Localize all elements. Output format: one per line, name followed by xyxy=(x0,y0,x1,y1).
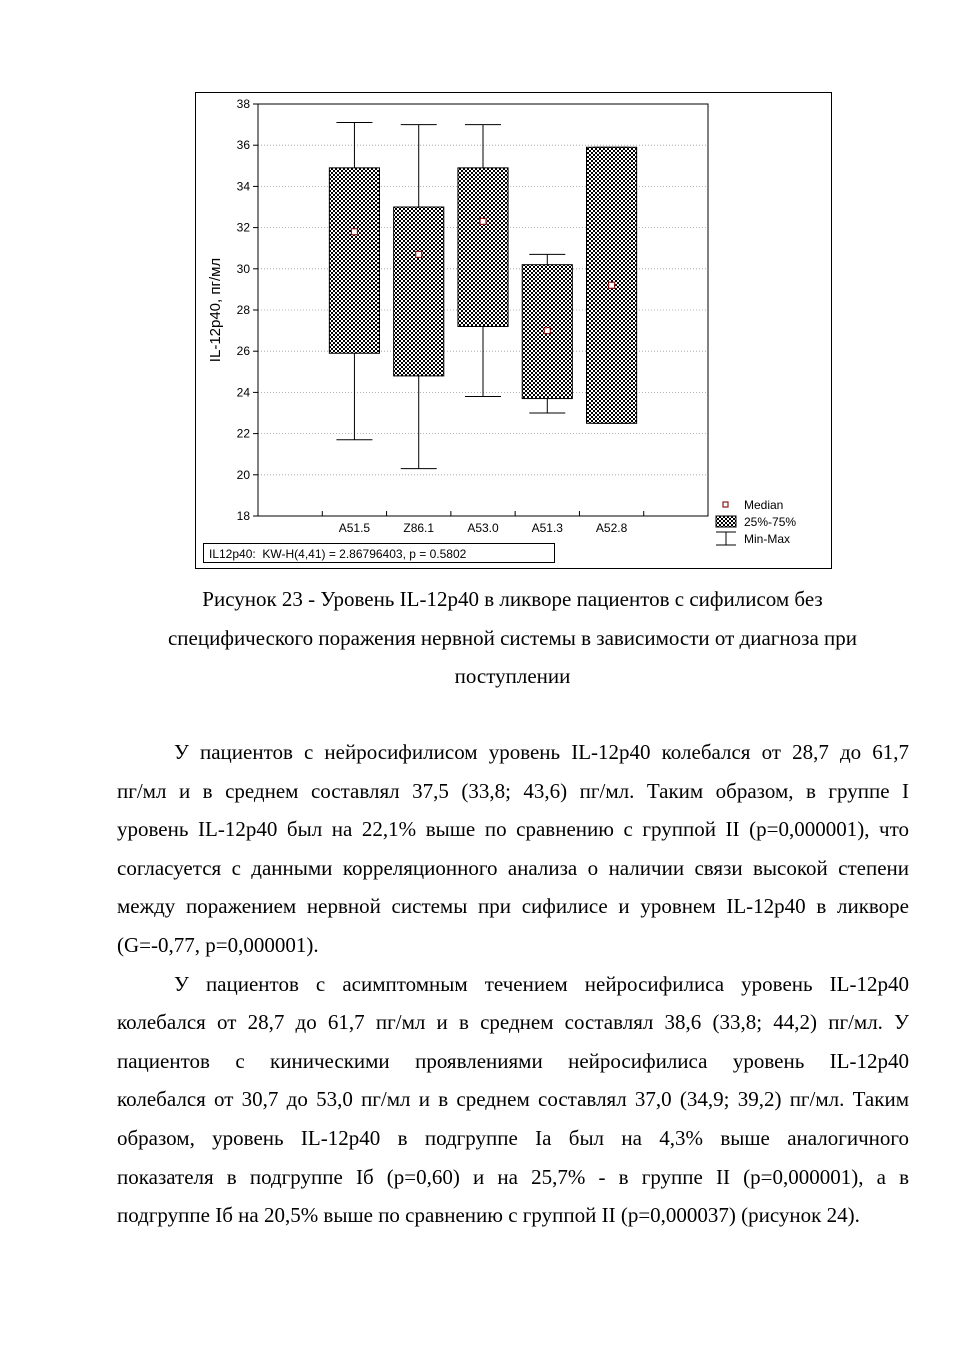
text-line: между поражением нервной системы при сифилисе и уровнем IL-12p40 в ликворе xyxy=(117,894,909,919)
stats-annotation: IL12p40: KW-H(4,41) = 2.86796403, p = 0.5802 xyxy=(209,547,467,561)
y-tick-label: 32 xyxy=(236,220,250,235)
legend-box-swatch xyxy=(716,516,736,527)
x-tick-label: Z86.1 xyxy=(403,521,435,535)
legend-box-label: 25%-75% xyxy=(744,515,797,529)
caption-line: поступлении xyxy=(454,664,571,688)
text-line: У пациентов с асимптомным течением нейросифилиса уровень IL-12p40 xyxy=(174,971,909,996)
figure-frame xyxy=(196,93,832,569)
text-line: У пациентов с нейросифилисом уровень IL-12p40 колебался от 28,7 до 61,7 xyxy=(174,740,909,764)
iqr-box xyxy=(458,168,508,327)
median-marker xyxy=(480,218,486,224)
legend-median-label: Median xyxy=(744,498,784,512)
box-plot-figure xyxy=(195,92,833,570)
text-line: согласуется с данными корреляционного анализа о наличии связи высокой степени xyxy=(117,855,909,880)
text-line: (G=-0,77, p=0,000001). xyxy=(117,932,319,957)
text-line: образом, уровень IL-12p40 в подгруппе Ia был на 4,3% выше аналогичного xyxy=(117,1125,909,1150)
y-tick-label: 24 xyxy=(236,385,250,400)
legend-median-marker xyxy=(723,502,728,507)
caption-line: Рисунок 23 - Уровень IL-12p40 в ликворе пациентов с сифилисом без xyxy=(202,587,823,611)
text-line: подгруппе Iб на 20,5% выше по сравнению с группой II (p=0,000037) (рисунок 24). xyxy=(117,1203,860,1228)
y-tick-label: 18 xyxy=(236,509,250,523)
y-tick-label: 34 xyxy=(236,179,250,194)
x-tick-label: A51.3 xyxy=(531,521,563,535)
text-line: уровень IL-12p40 был на 22,1% выше по сравнению с группой II (p=0,000001), что xyxy=(117,817,909,842)
body-text xyxy=(117,733,909,1235)
legend-whisker-label: Min-Max xyxy=(744,532,791,546)
text-line: колебался от 28,7 до 61,7 пг/мл и в среднем составлял 38,6 (33,8; 44,2) пг/мл. У xyxy=(117,1010,909,1035)
box-plot-chart xyxy=(195,92,833,570)
iqr-box xyxy=(394,207,444,376)
y-tick-label: 30 xyxy=(236,261,250,276)
box-group xyxy=(587,147,637,423)
x-tick-label: A53.0 xyxy=(467,521,499,535)
figure-caption xyxy=(120,580,905,696)
y-tick-label: 20 xyxy=(236,467,250,482)
x-tick-label: A52.8 xyxy=(595,521,628,535)
y-tick-label: 36 xyxy=(236,138,250,153)
text-line: пг/мл и в среднем составлял 37,5 (33,8; 43,6) пг/мл. Таким образом, в группе I xyxy=(117,778,909,803)
x-tick-label: A51.5 xyxy=(338,521,371,535)
caption-line: специфического поражения нервной системы в зависимости от диагноза при xyxy=(167,625,857,650)
box-group xyxy=(522,254,572,413)
median-marker xyxy=(416,251,422,257)
text-line: колебался от 30,7 до 53,0 пг/мл и в среднем составлял 37,0 (34,9; 39,2) пг/мл. Таким xyxy=(117,1087,909,1112)
median-marker xyxy=(609,282,615,288)
text-line: показателя в подгруппе Iб (p=0,60) и на 25,7% - в группе II (p=0,000001), а в xyxy=(117,1164,909,1189)
y-tick-label: 22 xyxy=(236,426,250,441)
paragraph-1 xyxy=(117,733,909,965)
y-tick-label: 28 xyxy=(236,303,250,317)
paragraph-2 xyxy=(117,965,909,1235)
y-tick-label: 26 xyxy=(236,344,250,359)
median-marker xyxy=(351,229,357,235)
iqr-box xyxy=(329,168,379,353)
y-axis-label: IL-12p40, пг/мл xyxy=(207,257,224,363)
text-line: пациентов с киническими проявлениями нейросифилиса уровень IL-12p40 xyxy=(117,1048,909,1073)
median-marker xyxy=(544,328,550,334)
y-tick-label: 38 xyxy=(236,97,250,111)
